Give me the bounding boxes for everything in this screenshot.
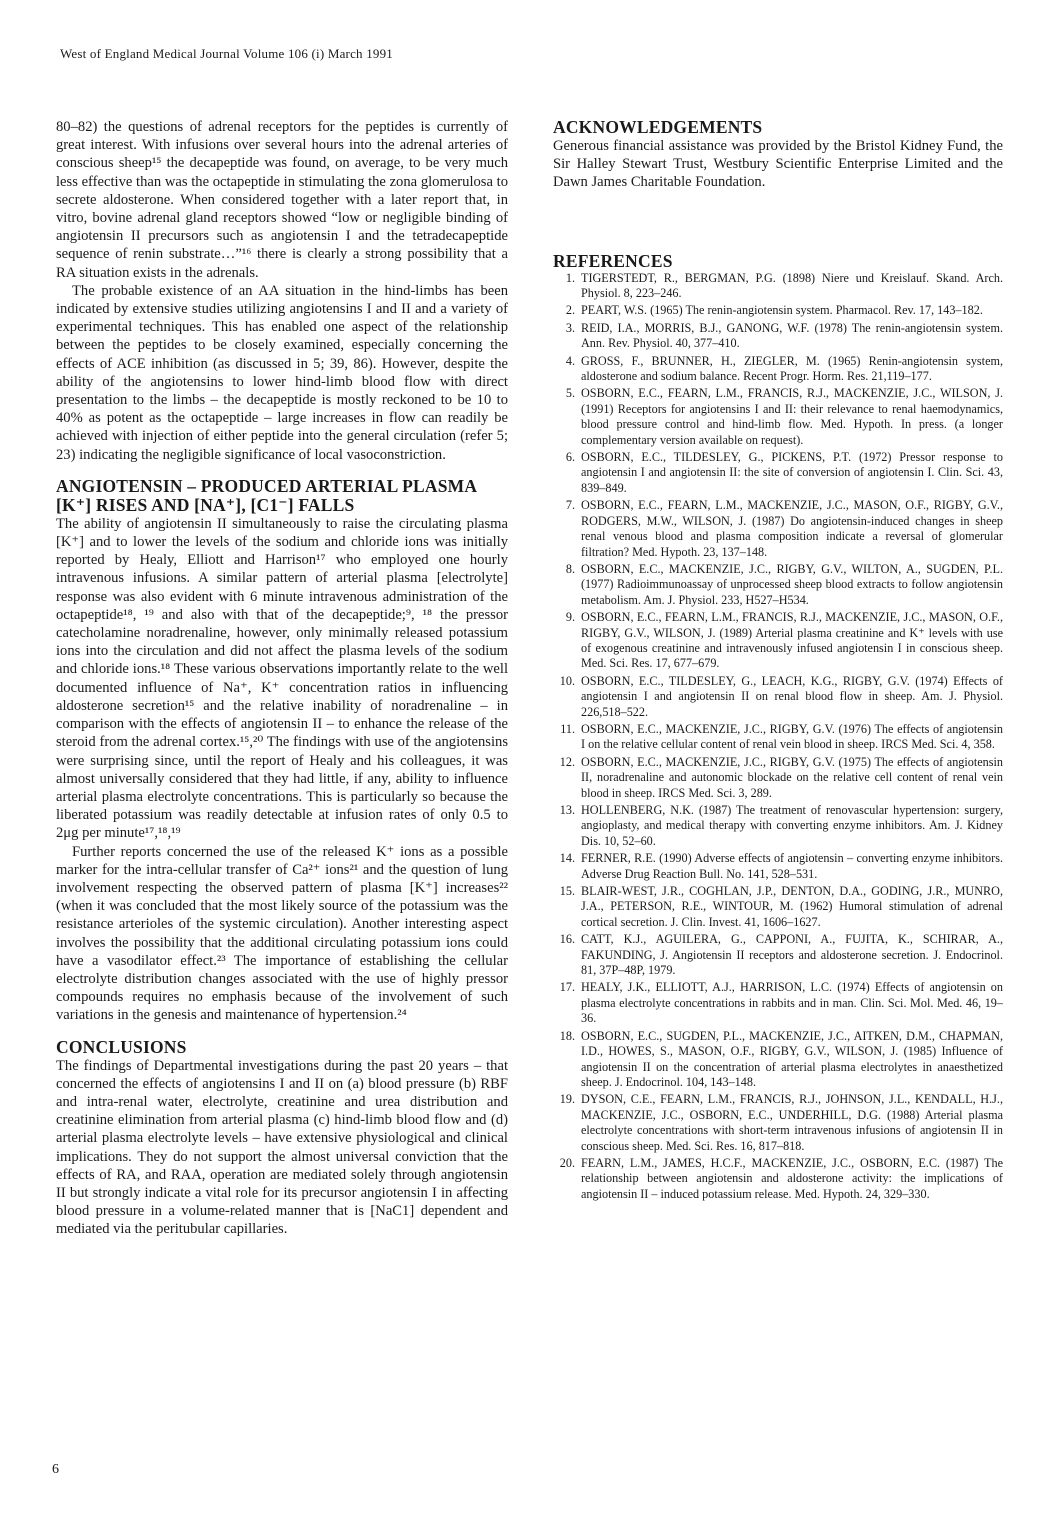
reference-text: HEALY, J.K., ELLIOTT, A.J., HARRISON, L.C. (1974) Effects of angiotensin on plasma electrolyte concentrations in rabbits and in man. Clin. Sci. Mol. Med. 46, 19–36. [581, 980, 1003, 1026]
reference-number: 19. [559, 1092, 575, 1107]
reference-item [553, 303, 1003, 318]
reference-number: 20. [559, 1155, 575, 1170]
reference-number: 3. [565, 320, 575, 335]
paragraph-further-reports: Further reports concerned the use of the released K⁺ ions as a possible marker for the intra-cellular transfer of Ca²⁺ ions²¹ and the question of lung involvement respecting the observed pattern of plasma [K⁺] increases²² (when it was concluded that the most likely source of the potassium was the resistance arterioles of the systemic circulation). Another interesting aspect involves the possibility that the additional circulating potassium ions could have a vasodilator effect.²³ The importance of establishing the cellular electrolyte distribution changes associated with the use of highly pressor compounds requires no emphasis because of the involvement of such variations in the genesis and maintenance of hypertension.²⁴ [56, 843, 508, 1024]
reference-item [553, 1029, 1003, 1091]
left-column [56, 118, 508, 1239]
reference-number: 9. [565, 610, 575, 625]
reference-item [553, 755, 1003, 801]
paragraph-hind-limbs: The probable existence of an AA situation in the hind-limbs has been indicated by extensive studies utilizing angiotensins I and II and a variety of experimental techniques. This has enabled one aspect of the relationship between the peptides to be closely examined, especially concerning the effects of ACE inhibition (as discussed in 5; 39, 86). However, despite the ability of the angiotensins to lower hind-limb blood flow with direct presentation to the limbs – the decapeptide is mostly reckoned to be 10 to 40% as potent as the octapeptide – large increases in flow can readily be achieved with injection of either peptide into the general circulation (refer 5; 23) indicating the negligible significance of local vasoconstriction. [56, 282, 508, 463]
reference-number: 10. [559, 673, 575, 688]
reference-list [553, 271, 1003, 1203]
reference-item [553, 562, 1003, 608]
reference-item [553, 498, 1003, 560]
reference-item [553, 450, 1003, 496]
reference-text: OSBORN, E.C., FEARN, L.M., FRANCIS, R.J., MACKENZIE, J.C., WILSON, J. (1991) Receptors for angiotensins I and II: their relevance to renal haemodynamics, blood pressure control and hind-limb flow. Med. Hypoth. In press. (a longer complementary version available on request). [581, 386, 1003, 447]
reference-number: 6. [565, 450, 575, 465]
paragraph-adrenal-receptors: 80–82) the questions of adrenal receptors for the peptides is currently of great interest. With infusions over several hours into the adrenal arteries of conscious sheep¹⁵ the decapeptide was found, on average, to be very much less effective than was the octapeptide in stimulating the zona glomerulosa to secrete aldosterone. When considered together with a later report that, in vitro, bovine adrenal gland receptors showed “low or negligible binding of angiotensin II precursors such as angiotensin I and the tetradecapeptide sequence of renin substrate…”¹⁶ there is clearly a strong possibility that a RA situation exists in the adrenals. [56, 119, 508, 281]
reference-number: 4. [565, 353, 575, 368]
heading-acknowledgements: ACKNOWLEDGEMENTS [553, 117, 763, 137]
reference-text: FERNER, R.E. (1990) Adverse effects of angiotensin – converting enzyme inhibitors. Adverse Drug Reaction Bull. No. 141, 528–531. [581, 851, 1003, 881]
heading-conclusions: CONCLUSIONS [56, 1036, 187, 1057]
reference-item [553, 386, 1003, 448]
reference-text: REID, I.A., MORRIS, B.J., GANONG, W.F. (1978) The renin-angiotensin system. Ann. Rev. Physiol. 40, 377–410. [581, 320, 1003, 351]
reference-number: 2. [565, 303, 575, 318]
reference-text: TIGERSTEDT, R., BERGMAN, P.G. (1898) Niere und Kreislauf. Skand. Arch. Physiol. 8, 223–246. [581, 270, 1003, 301]
reference-text: OSBORN, E.C., TILDESLEY, G., LEACH, K.G., RIGBY, G.V. (1974) Effects of angiotensin I and angiotensin II on renal blood flow in sheep. Am. J. Physiol. 226,518–522. [581, 673, 1003, 719]
reference-text: OSBORN, E.C., MACKENZIE, J.C., RIGBY, G.V., WILTON, A., SUGDEN, P.L. (1977) Radioimmunoassay of unprocessed sheep blood extracts to follow angiotensin metabolism. Am. J. Physiol. 233, H527–H534. [581, 561, 1003, 607]
reference-text: OSBORN, E.C., SUGDEN, P.L., MACKENZIE, J.C., AITKEN, D.M., CHAPMAN, I.D., HOWES, S., MASON, O.F., RIGBY, G.V., WILSON, J. (1985) Influence of angiotensin II on the concentration of arterial plasma electrolytes in anaesthetized sheep. J. Endocrinol. 104, 143–148. [581, 1028, 1003, 1089]
reference-item [553, 803, 1003, 849]
reference-number: 13. [559, 803, 575, 818]
reference-number: 11. [560, 721, 575, 736]
reference-text: HOLLENBERG, N.K. (1987) The treatment of renovascular hypertension: surgery, angioplasty, and medical therapy with converting enzyme inhibitors. Am. J. Kidney Dis. 10, 52–60. [581, 803, 1003, 848]
reference-text: OSBORN, E.C., FEARN, L.M., FRANCIS, R.J., MACKENZIE, J.C., MASON, O.F., RIGBY, G.V., WILSON, J. (1989) Arterial plasma creatinine and K⁺ levels with use of exogenous creatinine and intravenously infused angiotensin I in conscious sheep. Med. Sci. Res. 17, 677–679. [581, 610, 1003, 671]
reference-item [553, 354, 1003, 385]
reference-item [553, 271, 1003, 302]
reference-text: FEARN, L.M., JAMES, H.C.F., MACKENZIE, J.C., OSBORN, E.C. (1987) The relationship between angiotensin and aldosterone activity: the implications of angiotensin II – induced potassium release. Med. Hypoth. 24, 329–330. [581, 1155, 1003, 1201]
reference-number: 16. [559, 932, 575, 947]
reference-item [553, 980, 1003, 1026]
reference-number: 15. [559, 884, 575, 899]
reference-text: DYSON, C.E., FEARN, L.M., FRANCIS, R.J., JOHNSON, J.L., KENDALL, H.J., MACKENZIE, J.C., OSBORN, E.C., UNDERHILL, D.G. (1988) Arterial plasma electrolyte concentrations with short-term intravenous infusions of angiotensin II in conscious sheep. Med. Sci. Res. 16, 817–818. [581, 1092, 1003, 1153]
reference-number: 8. [565, 561, 575, 576]
reference-number: 7. [565, 498, 575, 513]
reference-text: PEART, W.S. (1965) The renin-angiotensin system. Pharmacol. Rev. 17, 143–182. [581, 303, 983, 318]
reference-item [553, 674, 1003, 720]
reference-text: OSBORN, E.C., TILDESLEY, G., PICKENS, P.T. (1972) Pressor response to angiotensin I and angiotensin II: the site of conversion of angiotensin I. Clin. Sci. 43, 839–849. [581, 450, 1003, 495]
reference-number: 12. [559, 754, 575, 769]
heading-references: REFERENCES [553, 250, 673, 271]
right-column [553, 118, 1003, 1204]
reference-text: OSBORN, E.C., FEARN, L.M., MACKENZIE, J.C., MASON, O.F., RIGBY, G.V., RODGERS, M.W., WILSON, J. (1987) Do angiotensin-induced changes in sheep renal venous blood and plasma composition indicate a reversal of glomerular filtration? Med. Hypoth. 23, 137–148. [581, 498, 1003, 559]
reference-text: OSBORN, E.C., MACKENZIE, J.C., RIGBY, G.V. (1975) The effects of angiotensin II, noradrenaline and autonomic blockade on the relative cell content of renal vein blood in sheep. IRCS Med. Sci. 3, 289. [581, 754, 1003, 800]
reference-text: BLAIR-WEST, J.R., COGHLAN, J.P., DENTON, D.A., GODING, J.R., MUNRO, J.A., PETERSON, R.E., WINTOUR, M. (1962) Humoral stimulation of adrenal cortical secretion. J. Clin. Invest. 41, 1606–1627. [581, 884, 1003, 929]
reference-item [553, 610, 1003, 672]
reference-item [553, 884, 1003, 930]
page-number: 6 [52, 1462, 59, 1477]
reference-number: 17. [559, 980, 575, 995]
reference-item [553, 1092, 1003, 1154]
reference-item [553, 932, 1003, 978]
heading-angiotensin-plasma: ANGIOTENSIN – PRODUCED ARTERIAL PLASMA [K⁺] RISES AND [NA⁺], [C1⁻] FALLS [56, 475, 477, 515]
reference-item [553, 1156, 1003, 1202]
reference-number: 1. [565, 270, 575, 285]
reference-item [553, 722, 1003, 753]
reference-number: 5. [565, 386, 575, 401]
reference-number: 14. [559, 851, 575, 866]
paragraph-conclusions: The findings of Departmental investigations during the past 20 years – that concerned the effects of angiotensins I and II on (a) blood pressure (b) RBF and intra-renal water, electrolyte, creatinine and urea distribution and creatinine elimination from arterial plasma (c) hind-limb blood flow and (d) arterial plasma electrolyte levels – have extensive physiological and clinical implications. They do not support the almost universal conviction that the effects of RA, and RAA, operation are mediated solely through angiotensin II but strongly indicate a vital role for its precursor angiotensin I in affecting blood pressure in a volume-related manner that is [NaC1] dependent and mediated via the peritubular capillaries. [56, 1057, 508, 1238]
paragraph-electrolytes: The ability of angiotensin II simultaneously to raise the circulating plasma [K⁺] and to lower the levels of the sodium and chloride ions was initially reported by Healy, Elliott and Harrison¹⁷ who employed one hourly intravenous infusions. A similar pattern of arterial plasma [electrolyte] response was also evident with 6 minute intravenous administration of the octapeptide¹⁸, ¹⁹ and also with that of the decapeptide;⁹, ¹⁸ the pressor catecholamine noradrenaline, however, only minimally released potassium ions into the circulation and did not affect the plasma levels of the sodium and chloride ions.¹⁸ These various observations importantly relate to the well documented influence of Na⁺, K⁺ concentration ratios in influencing aldosterone secretion¹⁵ and the relative inability of noradrenaline – in comparison with the effects of angiotensin II – to enhance the release of the steroid from the adrenal cortex.¹⁵,²⁰ The findings with use of the angiotensins were surprising since, until the report of Healy and his colleagues, it was almost universally considered that they had little, if any, ability to influence arterial plasma electrolyte concentrations. This is particularly so because the liberated potassium was readily detectable at infusion rates of only 0.5 to 2μg per minute¹⁷,¹⁸,¹⁹ [56, 515, 508, 842]
paragraph-acknowledgements: Generous financial assistance was provided by the Bristol Kidney Fund, the Sir Halley Stewart Trust, Westbury Scientific Enterprise Limited and the Dawn James Charitable Foundation. [553, 138, 1003, 191]
running-head: West of England Medical Journal Volume 106 (i) March 1991 [60, 46, 394, 61]
reference-item [553, 321, 1003, 352]
reference-text: GROSS, F., BRUNNER, H., ZIEGLER, M. (1965) Renin-angiotensin system, aldosterone and sodium balance. Recent Progr. Horm. Res. 21,119–177. [581, 353, 1003, 384]
reference-item [553, 851, 1003, 882]
reference-number: 18. [559, 1028, 575, 1043]
reference-text: CATT, K.J., AGUILERA, G., CAPPONI, A., FUJITA, K., SCHIRAR, A., FAKUNDING, J. Angiotensin II receptors and aldosterone secretion. J. Endocrinol. 81, 37P–48P, 1979. [581, 932, 1003, 978]
reference-text: OSBORN, E.C., MACKENZIE, J.C., RIGBY, G.V. (1976) The effects of angiotensin I on the relative cellular content of renal vein blood in sheep. IRCS Med. Sci. 4, 358. [581, 721, 1003, 752]
